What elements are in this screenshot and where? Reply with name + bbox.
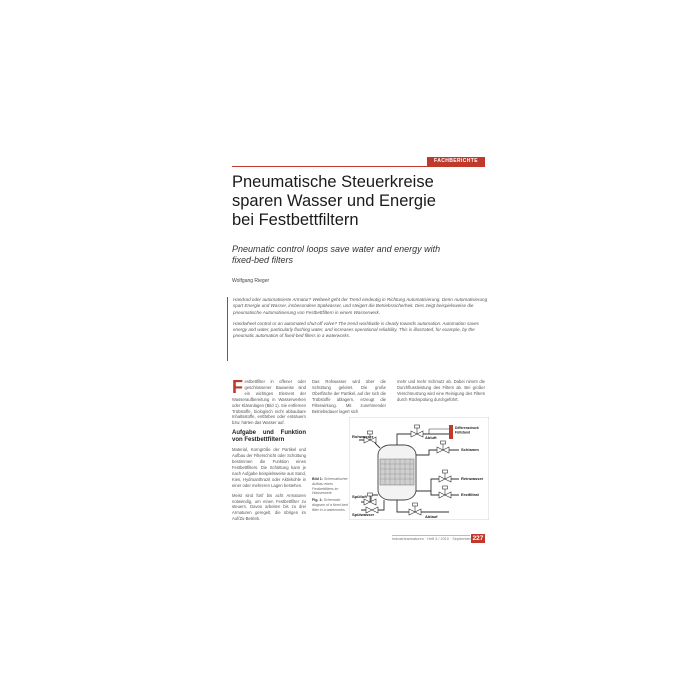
instrument-marker xyxy=(449,425,453,439)
title-line: Pneumatische Steuerkreise xyxy=(232,173,434,191)
label-reinwasser: Reinwasser xyxy=(461,476,484,481)
figure-caption-de: Schematischer Aufbau eines Festbettfilters im Wasserwerk xyxy=(312,477,348,496)
dropcap: F xyxy=(232,376,243,397)
abstract xyxy=(227,297,490,361)
label-rohwasser: Rohwasser xyxy=(352,434,374,439)
journal-info: Industriearmaturen · Heft 3 / 2010 · September xyxy=(392,537,471,541)
footer-rule xyxy=(392,535,470,536)
column-1 xyxy=(232,376,306,526)
title-line: sparen Wasser und Energie xyxy=(232,192,436,210)
article-title xyxy=(232,173,492,230)
article-subtitle: Pneumatic control loops save water and energy with fixed-bed filters xyxy=(232,244,441,265)
section-tag: FACHBERICHTE xyxy=(427,157,485,166)
author: Wolfgang Rieger xyxy=(232,278,270,284)
label-erstfiltrat: Erstfiltrat xyxy=(461,492,479,497)
label-schlamm: Schlamm xyxy=(461,447,479,452)
intro-text: estbettfilter in offener oder geschlossener Bauweise sind ein wichtiges Element der Wasseraufbereitung in Wasserwerken oder Kläranlagen (Bild 1). Sie entfernen Trübstoffe, biologisch nicht abbaubare Inhaltsstoffe, entfärben oder entsäuern bzw. härten das Wasser auf. xyxy=(232,379,306,426)
label-ablauf: Ablauf xyxy=(425,514,438,519)
label-fuellstand: Füllstand xyxy=(455,430,471,435)
body-paragraph: Das Rohwasser wird über die Schüttung geleitet. Die große Oberfläche der Partikel, auf der sich die Trübstoffe ablagern, erzeugt die Filterwirkung. Mit zunehmender Betriebsdauer lagert sich xyxy=(312,379,386,414)
body-paragraph: mehr und mehr Schmutz ab. Dabei nimmt die Durchflussleistung des Filters ab. Bei großer Verschmutzung wird eine Reinigung des Filters durch Rückspülung durchgeführt. xyxy=(397,379,485,402)
abstract-german: Handrad oder automatisierte Armatur? Weltweit geht der Trend eindeutig in Richtung Automatisierung. Denn Automatisierung spart Energie und Wasser, insbesondere Spülwasser, und steigert die Betriebssicherheit. Dies zeigt beispielsweise die pneumatische Automatisierung von Festbettfiltern in einem Wasserwerk. xyxy=(233,297,488,315)
abstract-english: Handwheel control or an automated shut-off valve? The trend worldwide is clearly towards automation. Automation saves energy and water, particularly flushing water, and increases operational reliability. This is illustrated, for example, by the pneumatic automation of fixed-bed filters in a waterworks. xyxy=(233,320,479,339)
body-paragraph: Meist sind fünf bis acht Armaturen notwendig, um einen Festbettfilter zu steuern. Davon arbeiten bis zu drei Armaturen geregelt, die übrigen im Auf/Zu-Betrieb. xyxy=(232,492,306,522)
figure-caption xyxy=(312,477,348,513)
figure-label-en: Fig. 1: xyxy=(312,498,323,503)
label-differenzdruck: Differenzdruck xyxy=(455,426,479,430)
column-3 xyxy=(397,379,485,407)
intro-paragraph xyxy=(232,376,306,426)
label-abluft: Abluft xyxy=(425,435,437,440)
figure-caption-en: Schematic diagram of a fixed-bed filter in a waterworks xyxy=(312,498,348,512)
body-paragraph: Material, Korngröße der Partikel und Aufbau der Filterschicht oder Schüttung bestimmen die Funktion eines Festbettfilters. Die Schüttung kann je nach Aufgabe beispielsweise aus Sand, Kies, Hydroanthrazit oder Aktivkohle in einer oder mehreren Lagen bestehen. xyxy=(232,447,306,488)
label-spuelluft: Spülluft xyxy=(352,494,367,499)
figure-label: Bild 1: xyxy=(312,477,323,481)
column-2 xyxy=(312,379,386,418)
label-spuelwasser: Spülwasser xyxy=(352,512,375,517)
page-number: 227 xyxy=(472,535,484,542)
page-footer xyxy=(392,534,488,543)
section-heading: Aufgabe und Funktion von Festbettfiltern xyxy=(232,430,306,444)
section-rule xyxy=(232,166,485,167)
filter-diagram xyxy=(349,417,489,520)
title-line: bei Festbettfiltern xyxy=(232,211,359,229)
